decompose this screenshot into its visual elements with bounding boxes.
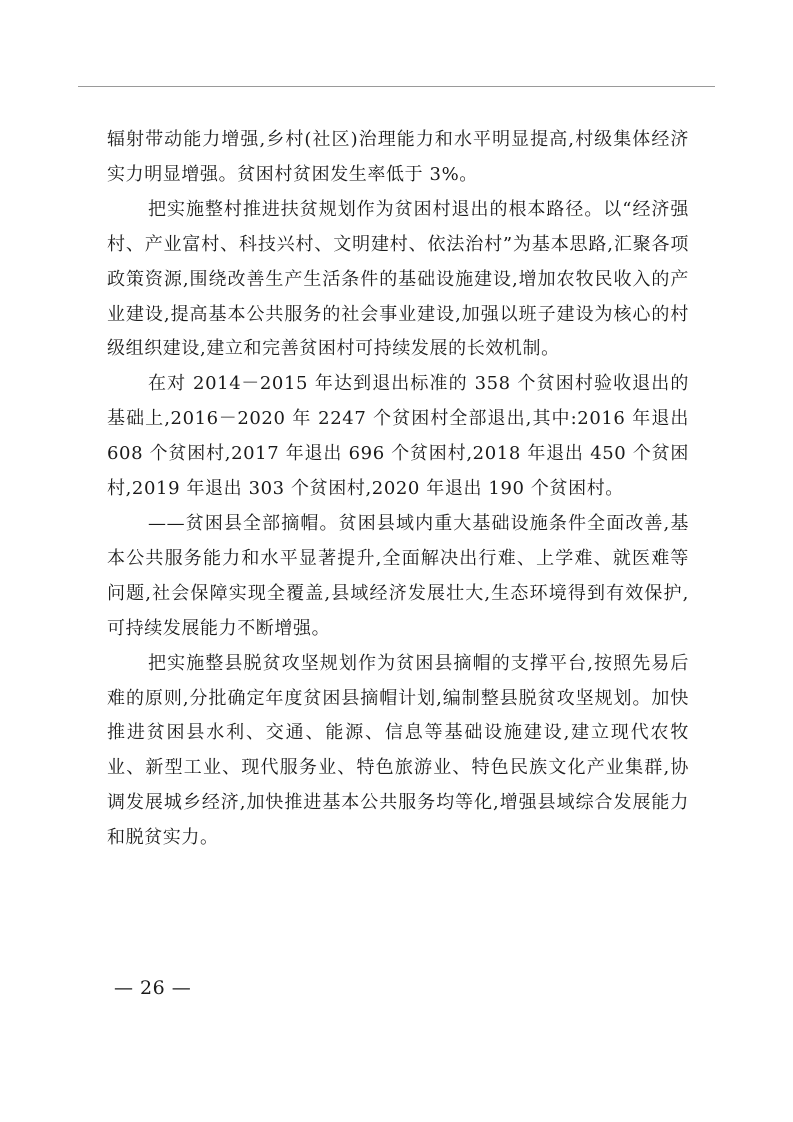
paragraph-county-exit-plan: 把实施整县脱贫攻坚规划作为贫困县摘帽的支撑平台,按照先易后难的原则,分批确定年度贫困县摘帽计划,编制整县脱贫攻坚规划。加快推进贫困县水利、交通、能源、信息等基础设施建设,建立现代农牧业、新型工业、现代服务业、特色旅游业、特色民族文化产业集群,协调发展城乡经济,加快推进基本公共服务均等化,增强县域综合发展能力和脱贫实力。 — [107, 652, 689, 849]
paragraph-continuation: 辐射带动能力增强,乡村(社区)治理能力和水平明显提高,村级集体经济实力明显增强。贫困村贫困发生率低于 3%。 — [107, 129, 689, 185]
paragraph-county-exit-goal: ——贫困县全部摘帽。贫困县域内重大基础设施条件全面改善,基本公共服务能力和水平显著提升,全面解决出行难、上学难、就医难等问题,社会保障实现全覆盖,县域经济发展壮大,生态环境得到有效保护,可持续发展能力不断增强。 — [107, 512, 689, 639]
paragraph-village-exit-path: 把实施整村推进扶贫规划作为贫困村退出的根本路径。以“经济强村、产业富村、科技兴村、文明建村、依法治村”为基本思路,汇聚各项政策资源,围绕改善生产生活条件的基础设施建设,增加农牧民收入的产业建设,提高基本公共服务的社会事业建设,加强以班子建设为核心的村级组织建设,建立和完善贫困村可持续发展的长效机制。 — [107, 198, 689, 360]
paragraph-village-exit-numbers: 在对 2014－2015 年达到退出标准的 358 个贫困村验收退出的基础上,2016－2020 年 2247 个贫困村全部退出,其中:2016 年退出 608 个贫困村,2017 年退出 696 个贫困村,2018 年退出 450 个贫困村,2019 年退出 303 个贫困村,2020 年退出 190 个贫困村。 — [107, 373, 689, 500]
header-rule — [78, 86, 715, 87]
page-number: — 26 — — [114, 977, 192, 999]
body-text — [107, 123, 689, 856]
